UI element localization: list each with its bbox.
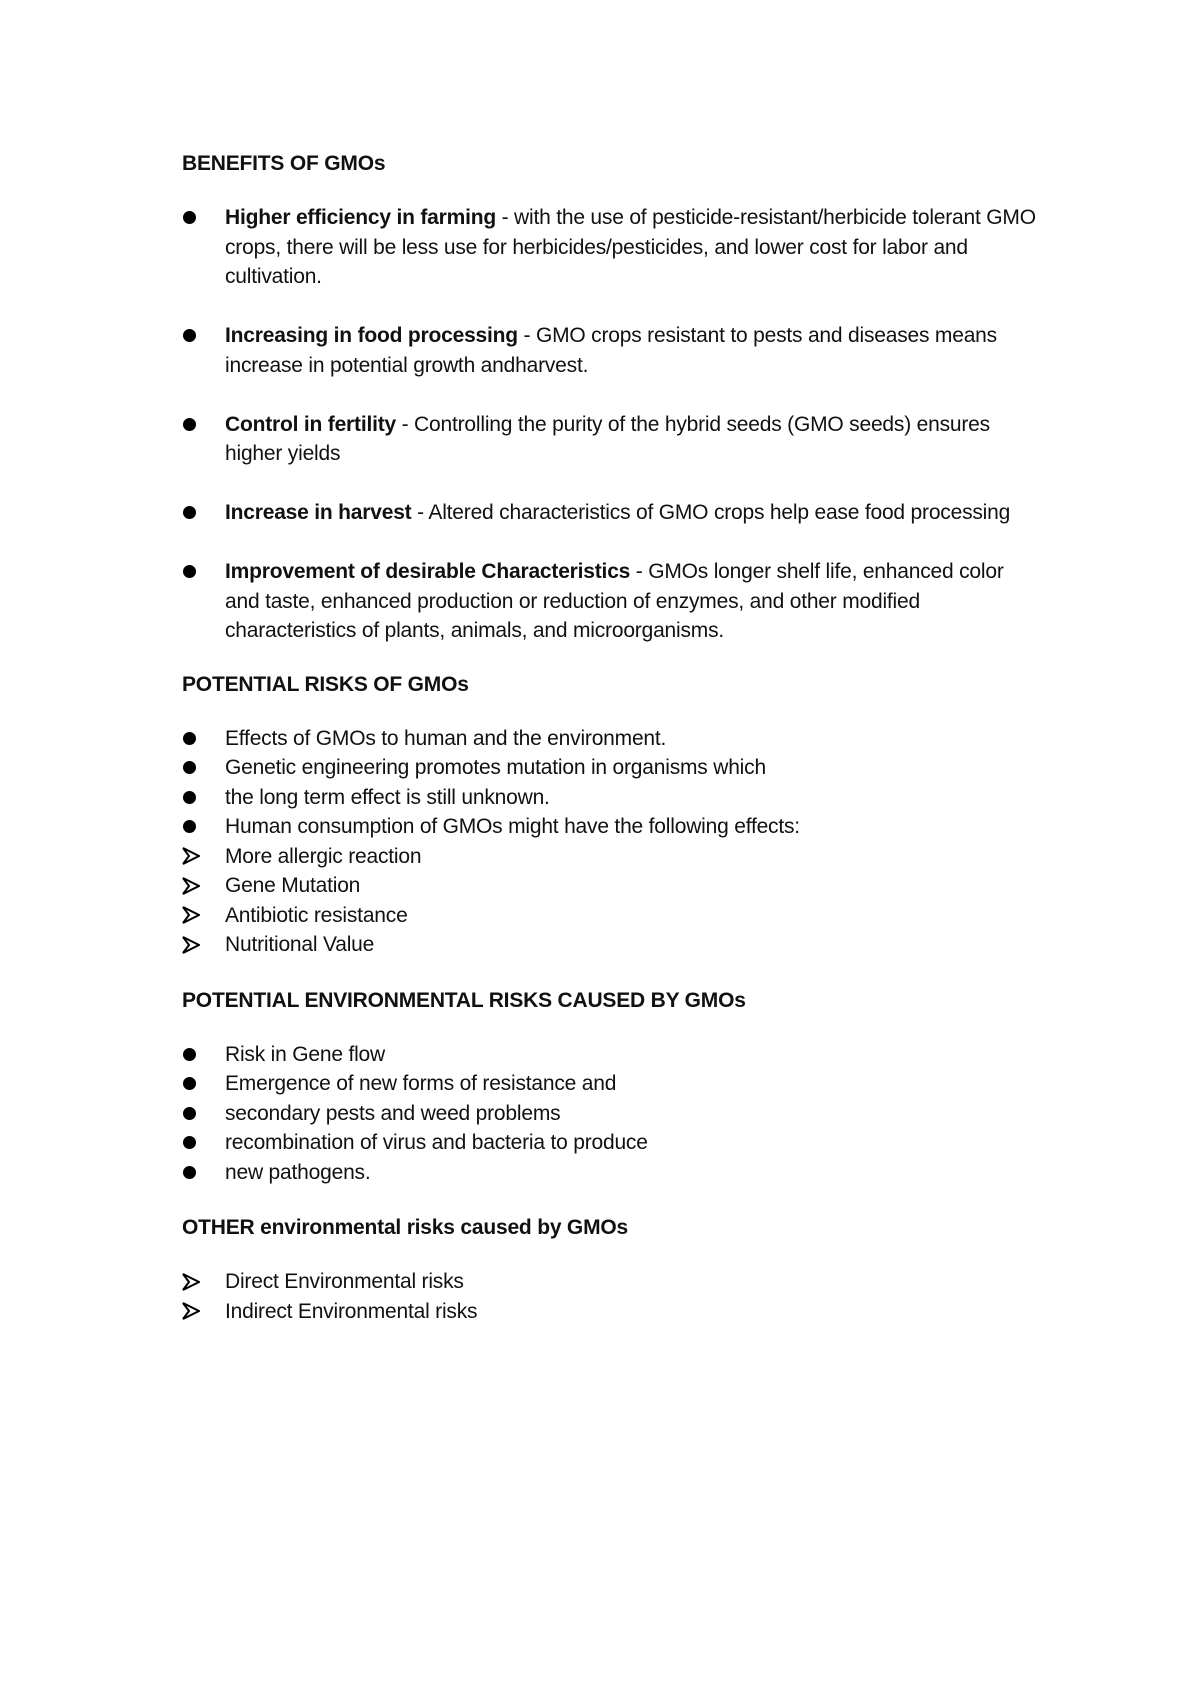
arrow-bullet-icon <box>182 901 206 931</box>
benefit-term: Increase in harvest <box>225 501 412 524</box>
bullet-icon <box>182 321 206 351</box>
effect-item <box>182 842 1040 872</box>
arrow-bullet-icon <box>182 1267 206 1297</box>
environmental-text: Emergence of new forms of resistance and <box>225 1072 617 1095</box>
bullet-icon <box>182 812 206 842</box>
bullet-icon <box>182 1099 206 1129</box>
environmental-text: Risk in Gene flow <box>225 1042 385 1066</box>
benefit-text: - GMO crops resistant to pests and diseases means increase in potential growth andharvest. <box>225 324 997 377</box>
effect-text: More allergic reaction <box>225 844 422 868</box>
arrow-bullet-icon <box>182 842 206 872</box>
environmental-item <box>182 1069 1040 1099</box>
effect-item <box>182 871 1040 901</box>
benefit-term: Control in fertility <box>225 412 396 436</box>
benefit-term: Increasing in food processing <box>225 324 518 347</box>
arrow-bullet-icon <box>182 930 206 960</box>
bullet-icon <box>182 1069 206 1099</box>
benefit-item <box>182 203 1040 292</box>
environmental-text: secondary pests and weed problems <box>225 1101 561 1125</box>
benefits-list <box>182 203 1040 646</box>
environmental-list <box>182 1040 1040 1188</box>
arrow-bullet-icon <box>182 1297 206 1327</box>
risk-item <box>182 724 1040 754</box>
benefit-text: - GMOs longer shelf life, enhanced color and taste, enhanced production or reduction of enzymes, and other modified characteristics of plants, animals, and microorganisms. <box>225 560 1004 642</box>
bullet-icon <box>182 783 206 813</box>
bullet-icon <box>182 1158 206 1188</box>
bullet-icon <box>182 724 206 754</box>
risk-item <box>182 753 1040 783</box>
other-risks-heading: OTHER environmental risks caused by GMOs <box>182 1216 628 1239</box>
environmental-item <box>182 1040 1040 1070</box>
risk-text: the long term effect is still unknown. <box>225 785 550 809</box>
bullet-icon <box>182 1040 206 1070</box>
effect-text: Nutritional Value <box>225 933 375 956</box>
benefit-term: Improvement of desirable Characteristics <box>225 560 631 583</box>
benefits-heading: BENEFITS OF GMOs <box>182 152 386 175</box>
effect-text: Antibiotic resistance <box>225 903 408 927</box>
benefit-item <box>182 410 1040 469</box>
environmental-item <box>182 1158 1040 1188</box>
benefit-text: - Controlling the purity of the hybrid seeds (GMO seeds) ensures higher yields <box>225 412 990 465</box>
other-risk-item <box>182 1267 1040 1297</box>
other-risks-list <box>182 1267 1040 1326</box>
environmental-text: new pathogens. <box>225 1160 371 1184</box>
risk-item <box>182 812 1040 842</box>
other-risk-item <box>182 1297 1040 1327</box>
environmental-item <box>182 1099 1040 1129</box>
environmental-text: recombination of virus and bacteria to produce <box>225 1131 648 1154</box>
effect-item <box>182 901 1040 931</box>
arrow-bullet-icon <box>182 871 206 901</box>
benefit-item <box>182 321 1040 380</box>
bullet-icon <box>182 203 206 233</box>
bullet-icon <box>182 498 206 528</box>
benefit-text: - with the use of pesticide-resistant/herbicide tolerant GMO crops, there will be less use for herbicides/pesticides, and lower cost for labor and cultivation. <box>225 206 1036 288</box>
benefit-term: Higher efficiency in farming <box>225 206 496 229</box>
risk-text: Effects of GMOs to human and the environment. <box>225 726 667 750</box>
effect-text: Gene Mutation <box>225 874 361 897</box>
bullet-icon <box>182 753 206 783</box>
bullet-icon <box>182 1128 206 1158</box>
risk-text: Genetic engineering promotes mutation in organisms which <box>225 756 766 779</box>
benefit-text: - Altered characteristics of GMO crops help ease food processing <box>411 501 1011 524</box>
risks-list <box>182 724 1040 960</box>
risk-text: Human consumption of GMOs might have the following effects: <box>225 815 800 838</box>
risk-item <box>182 783 1040 813</box>
bullet-icon <box>182 557 206 587</box>
effect-item <box>182 930 1040 960</box>
risks-heading: POTENTIAL RISKS OF GMOs <box>182 672 469 696</box>
other-risk-text: Direct Environmental risks <box>225 1270 464 1293</box>
bullet-icon <box>182 410 206 440</box>
environmental-heading: POTENTIAL ENVIRONMENTAL RISKS CAUSED BY GMOs <box>182 988 746 1012</box>
other-risk-text: Indirect Environmental risks <box>225 1299 478 1323</box>
environmental-item <box>182 1128 1040 1158</box>
benefit-item <box>182 557 1040 646</box>
benefit-item <box>182 498 1040 528</box>
